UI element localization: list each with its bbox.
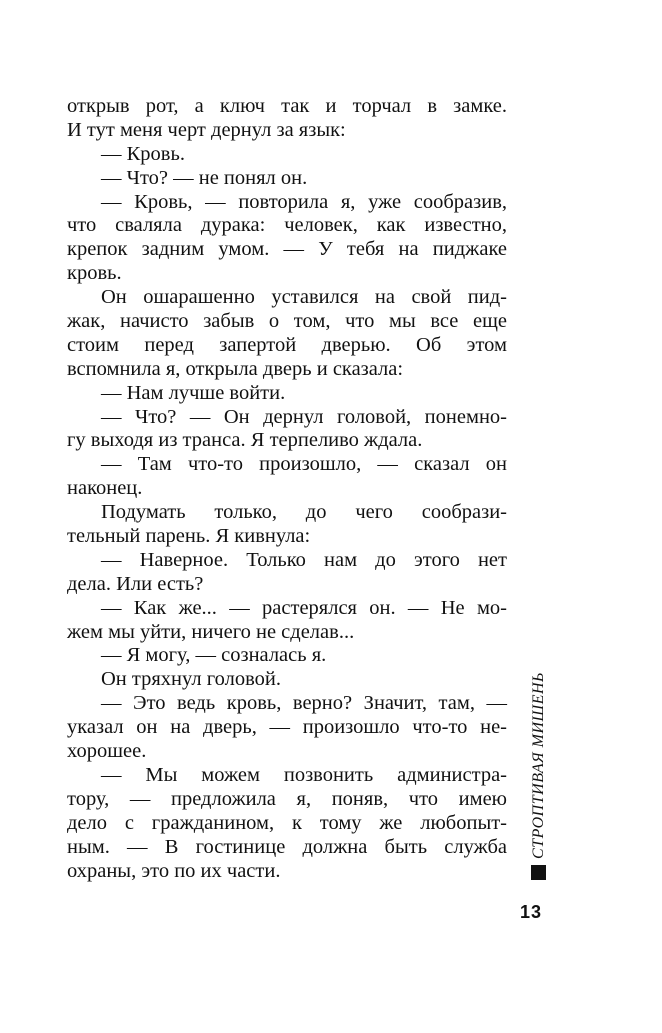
text-line: крепок задним умом. — У тебя на пиджаке — [67, 238, 507, 261]
text-line: жем мы уйти, ничего не сделав... — [67, 620, 355, 643]
text-line: дела. Или есть? — [67, 572, 204, 595]
text-line: — Мы можем позвонить администра- — [101, 763, 507, 786]
text-line: жак, начисто забыв о том, что мы все еще — [67, 310, 507, 333]
running-title: СТРОПТИВАЯ МИШЕНЬ — [530, 672, 547, 859]
text-line: — Нам лучше войти. — [101, 381, 286, 404]
text-line: тору, — предложила я, поняв, что имею — [67, 787, 507, 810]
text-line: наконец. — [67, 477, 143, 500]
text-line: Он тряхнул головой. — [101, 668, 281, 691]
text-line: охраны, это по их части. — [67, 859, 281, 882]
text-line: ным. — В гостинице должна быть служба — [67, 835, 507, 858]
body-text — [67, 95, 507, 883]
text-line: тельный парень. Я кивнула: — [67, 525, 311, 548]
text-line: — Что? — Он дернул головой, понемно- — [101, 405, 507, 428]
section-marker — [531, 865, 546, 880]
text-line: дело с гражданином, к тому же любопыт- — [67, 811, 507, 834]
text-line: что сваляла дурака: человек, как известно, — [67, 214, 507, 237]
text-line: кровь. — [67, 262, 122, 285]
text-line: — Это ведь кровь, верно? Значит, там, — — [101, 692, 507, 715]
text-line: хорошее. — [67, 740, 147, 763]
text-line: И тут меня черт дернул за язык: — [67, 118, 346, 141]
text-line: — Как же... — растерялся он. — Не мо- — [101, 596, 507, 619]
text-line: Подумать только, до чего сообрази- — [101, 501, 507, 524]
text-line: Он ошарашенно уставился на свой пид- — [101, 286, 507, 309]
page-number: 13 — [520, 902, 543, 922]
text-line: открыв рот, а ключ так и торчал в замке. — [67, 95, 507, 117]
text-line: — Я могу, — созналась я. — [101, 644, 327, 667]
text-line: указал он на дверь, — произошло что-то не- — [67, 716, 507, 739]
text-line: стоим перед запертой дверью. Об этом — [67, 333, 507, 356]
text-line: — Кровь, — повторила я, уже сообразив, — [101, 190, 507, 213]
text-line: — Наверное. Только нам до этого нет — [101, 548, 507, 571]
text-line: — Что? — не понял он. — [101, 166, 308, 189]
text-line: гу выходя из транса. Я терпеливо ждала. — [67, 429, 423, 452]
text-line: — Кровь. — [101, 142, 185, 165]
text-line: вспомнила я, открыла дверь и сказала: — [67, 357, 404, 380]
text-line: — Там что-то произошло, — сказал он — [101, 453, 507, 476]
